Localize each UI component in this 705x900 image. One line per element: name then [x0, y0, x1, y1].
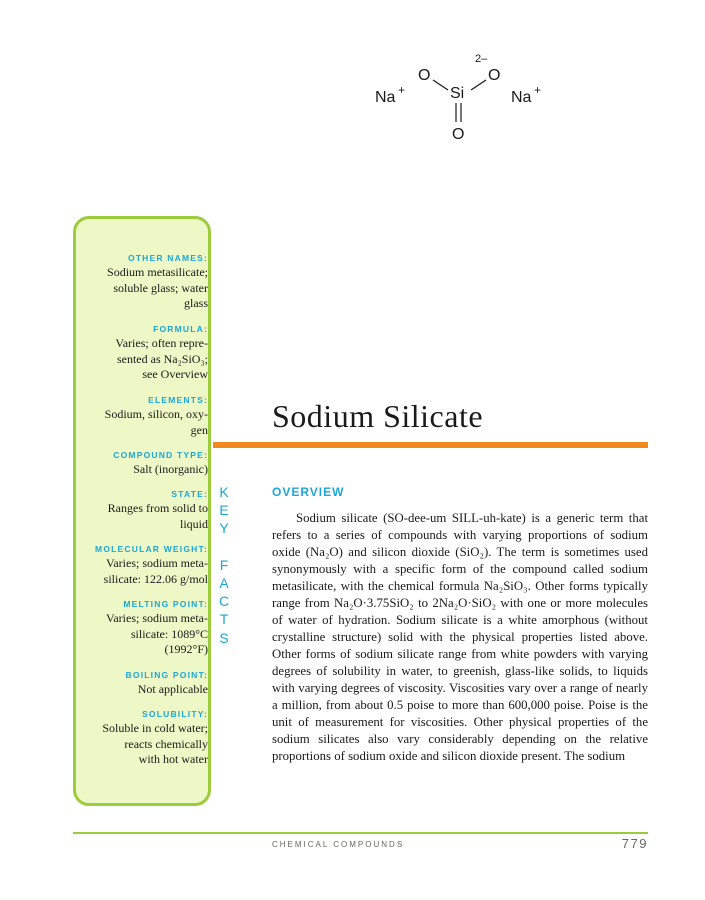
silicon-atom: Si [450, 85, 465, 102]
fact-formula [86, 324, 208, 383]
fact-value-line: liquid [179, 516, 208, 531]
fact-value-line: glass [184, 296, 208, 310]
fact-value-line: Salt (inorganic) [133, 462, 208, 476]
fact-value-line: gen [190, 422, 208, 437]
oxygen-bottom: O [452, 126, 465, 143]
fact-value-line: soluble glass; water [113, 280, 208, 295]
article-title: Sodium Silicate [272, 398, 484, 434]
fact-value-line: reacts chemically [124, 736, 208, 751]
fact-label: ELEMENTS: [148, 395, 208, 405]
fact-label: BOILING POINT: [125, 670, 208, 680]
footer-section-label: CHEMICAL COMPOUNDS [272, 840, 405, 849]
fact-state [86, 489, 208, 532]
bond-si-o-left [433, 80, 448, 90]
fact-value-line: Varies; often repre- [115, 336, 208, 350]
oxygen-left: O [418, 67, 431, 84]
fact-label: MOLECULAR WEIGHT: [95, 544, 208, 554]
fact-other-names [86, 253, 208, 312]
fact-boiling-point [86, 670, 208, 698]
key-facts-letter: E [219, 502, 229, 519]
fact-label: FORMULA: [153, 324, 208, 334]
footer-rule [73, 832, 648, 834]
fact-value-line: Ranges from solid to [107, 501, 208, 515]
fact-value-line: silicate: 122.06 g/mol [103, 571, 208, 586]
key-facts-letter: S [219, 629, 229, 646]
fact-value-line: Sodium metasilicate; [107, 265, 208, 279]
fact-value-line: Not applicable [137, 682, 208, 696]
key-facts-letter: C [218, 593, 230, 610]
ion-charge: 2– [475, 53, 488, 65]
fact-label: COMPOUND TYPE: [113, 450, 208, 460]
fact-label: SOLUBILITY: [142, 709, 208, 719]
fact-label: OTHER NAMES: [127, 253, 208, 263]
sodium-left: Na [375, 89, 396, 106]
sodium-left-charge: + [398, 83, 406, 97]
fact-elements [86, 395, 208, 438]
fact-value-line: with hot water [138, 752, 208, 766]
fact-value-line: sented as Na₂SiO₃; [116, 351, 208, 366]
fact-value-line: Sodium, silicon, oxy- [104, 407, 208, 421]
fact-value-line: (1992°F) [164, 642, 208, 656]
key-facts-sidebar [73, 216, 211, 806]
page-number: 779 [621, 836, 648, 851]
fact-solubility [86, 709, 208, 768]
fact-value-line: Soluble in cold water; [102, 721, 208, 735]
key-facts-letter: T [219, 611, 229, 628]
bond-si-o-right [471, 80, 486, 90]
sodium-silicate-structure-diagram [360, 40, 560, 150]
key-facts-letter: A [219, 575, 229, 592]
key-facts-letter: F [219, 556, 229, 573]
article-body [272, 510, 648, 765]
fact-value-line: silicate: 1089°C [130, 626, 208, 641]
key-facts-letter [212, 538, 236, 556]
key-facts-vertical-title [212, 483, 236, 653]
key-facts-letter: K [219, 484, 229, 500]
title-underline-rule [213, 442, 648, 448]
fact-melting-point [86, 599, 208, 658]
sodium-right-charge: + [534, 83, 542, 97]
fact-value-line: Varies; sodium meta- [106, 556, 208, 570]
fact-compound-type [86, 450, 208, 478]
body-paragraph: Sodium silicate (SO-dee-um SILL-uh-kate) is a generic term that refers to a series of compounds with varying proportions of sodium oxide (Na₂O) and silicon dioxide (SiO₂). The term is sometimes used synonymously with a specific form of the compound called sodium metasilicate, with the chemical formula Na₂SiO₃. Other forms typically range from Na₂O·3.75SiO₂ to 2Na₂O·SiO₂ with one or more molecules of water of hydration. Sodium silicate is a white amorphous (without crystalline structure) solid with the physical properties listed above. Other forms of sodium silicate range from white powders with varying degrees of solubility in water, to greenish, glass-like solids, to liquids with varying degrees of viscosity. Viscosities vary over a range of nearly a million, from about 0.5 poise to more than 600,000 poise. Poise is the unit of measurement for viscosities. Other physical properties of the sodium silicates also vary considerably depending on the relative proportions of sodium oxide and silicon dioxide present. The sodium [272, 511, 648, 763]
fact-molecular-weight [86, 544, 208, 587]
key-facts-letter: Y [219, 520, 229, 537]
fact-value-line: Varies; sodium meta- [106, 611, 208, 625]
fact-label: STATE: [171, 489, 208, 499]
oxygen-right: O [488, 67, 501, 84]
section-heading-overview: OVERVIEW [272, 485, 345, 499]
fact-value-line: see Overview [142, 367, 208, 381]
fact-label: MELTING POINT: [123, 599, 208, 609]
sodium-right: Na [511, 89, 532, 106]
